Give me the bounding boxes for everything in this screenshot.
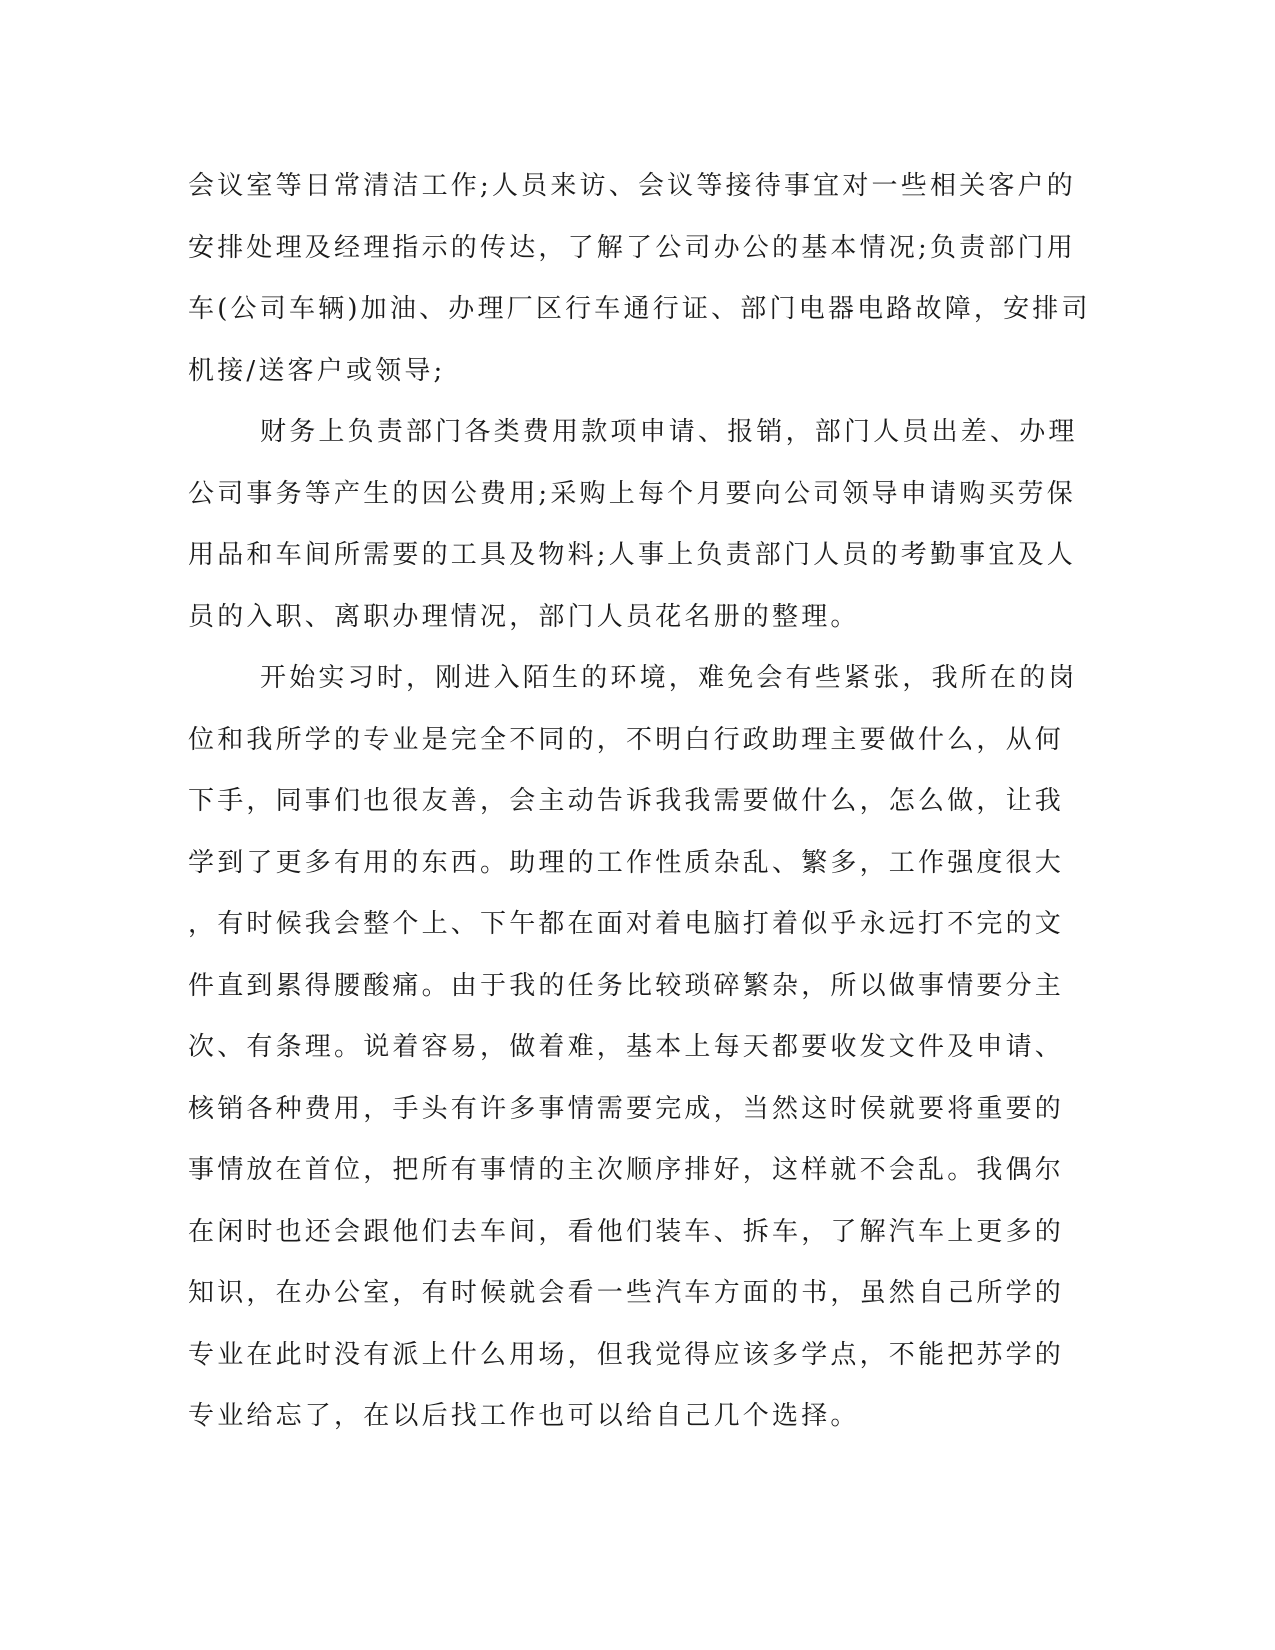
text-line: 位和我所学的专业是完全不同的，不明白行政助理主要做什么，从何 — [188, 724, 1065, 755]
text-line: 用品和车间所需要的工具及物料;人事上负责部门人员的考勤事宜及人 — [188, 540, 1076, 570]
text-line: 事情放在首位，把所有事情的主次顺序排好，这样就不会乱。我偶尔 — [188, 1155, 1065, 1185]
text-line: 在闲时也还会跟他们去车间，看他们装车、拆车，了解汽车上更多的 — [188, 1216, 1065, 1247]
text-line: 会议室等日常清洁工作;人员来访、会议等接待事宜对一些相关客户的 — [188, 171, 1076, 201]
text-line: 学到了更多有用的东西。助理的工作性质杂乱、繁多，工作强度很大 — [188, 847, 1065, 878]
text-line: 专业给忘了，在以后找工作也可以给自己几个选择。 — [188, 1401, 860, 1431]
text-line: 车(公司车辆)加油、办理厂区行车通行证、部门电器电路故障，安排司 — [188, 294, 1091, 324]
text-line: 公司事务等产生的因公费用;采购上每个月要向公司领导申请购买劳保 — [188, 478, 1076, 509]
paragraph-2 — [188, 402, 1088, 648]
text-line: 知识，在办公室，有时候就会看一些汽车方面的书，虽然自己所学的 — [188, 1278, 1065, 1308]
text-line: ，有时候我会整个上、下午都在面对着电脑打着似乎永远打不完的文 — [188, 909, 1065, 939]
text-line: 财务上负责部门各类费用款项申请、报销，部门人员出差、办理 — [260, 417, 1078, 447]
body-text — [188, 156, 1091, 1448]
text-line: 员的入职、离职办理情况，部门人员花名册的整理。 — [188, 601, 860, 632]
text-line: 件直到累得腰酸痛。由于我的任务比较琐碎繁杂，所以做事情要分主 — [188, 970, 1065, 1001]
text-line: 机接/送客户或领导; — [188, 355, 446, 386]
text-line: 开始实习时，刚进入陌生的环境，难免会有些紧张，我所在的岗 — [260, 663, 1078, 693]
text-line: 核销各种费用，手头有许多事情需要完成，当然这时侯就要将重要的 — [188, 1093, 1065, 1124]
text-line: 安排处理及经理指示的传达，了解了公司办公的基本情况;负责部门用 — [188, 232, 1076, 263]
text-line: 专业在此时没有派上什么用场，但我觉得应该多学点，不能把苏学的 — [188, 1339, 1065, 1370]
paragraph-1 — [188, 156, 1091, 402]
text-line: 下手，同事们也很友善，会主动告诉我我需要做什么，怎么做，让我 — [188, 786, 1065, 816]
paragraph-3 — [188, 648, 1088, 1448]
text-line: 次、有条理。说着容易，做着难，基本上每天都要收发文件及申请、 — [188, 1032, 1065, 1062]
